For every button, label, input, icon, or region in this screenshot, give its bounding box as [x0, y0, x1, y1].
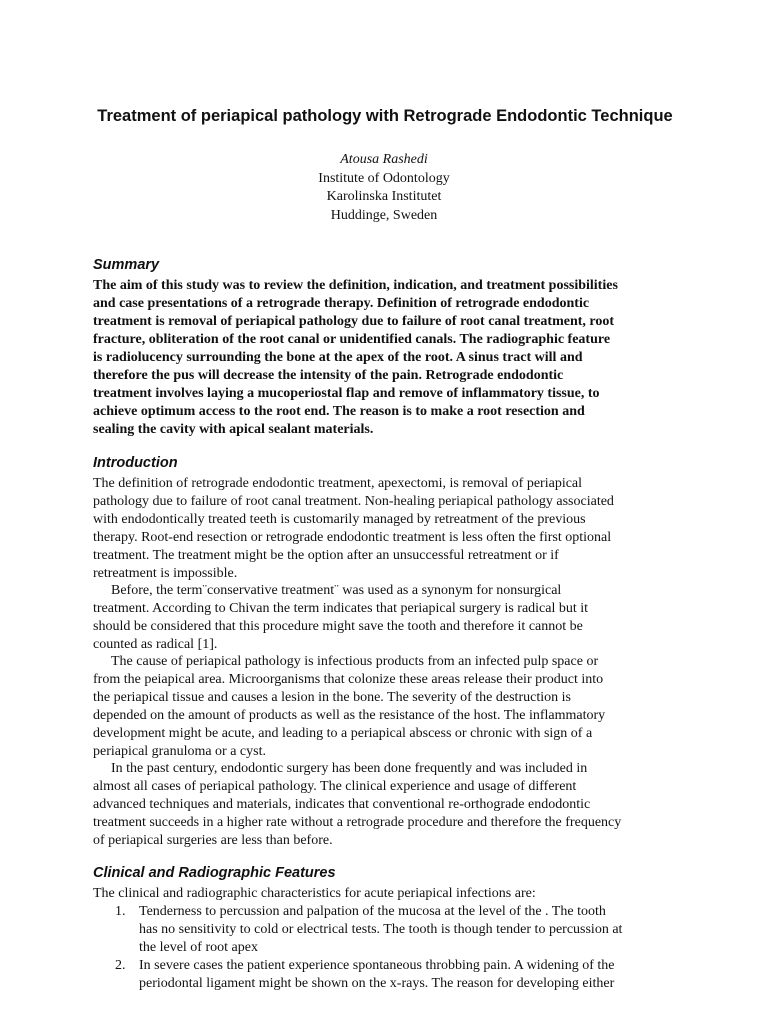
body-line: advanced techniques and materials, indicates that conventional re-orthograde endodontic: [93, 797, 591, 812]
body-line: Before, the term¨conservative treatment¨ was used as a synonym for nonsurgical: [111, 583, 562, 598]
list-item-line: Tenderness to percussion and palpation of the mucosa at the level of the . The tooth: [139, 904, 606, 919]
body-line: In the past century, endodontic surgery has been done frequently and was included in: [111, 761, 588, 776]
affiliation-line: Institute of Odontology: [318, 170, 450, 186]
summary-line: achieve optimum access to the root end. The reason is to make a root resection and: [93, 404, 585, 419]
body-line: periapical granuloma or a cyst.: [93, 744, 266, 759]
list-item-line: periodontal ligament might be shown on the x-rays. The reason for developing either: [139, 976, 615, 991]
list-item-number: 2.: [115, 958, 126, 973]
body-line: pathology due to failure of root canal treatment. Non-healing periapical pathology associated: [93, 494, 614, 509]
clinical-heading: Clinical and Radiographic Features: [93, 865, 336, 881]
author-name: Atousa Rashedi: [340, 152, 428, 167]
paper-title: Treatment of periapical pathology with Retrograde Endodontic Technique: [97, 107, 673, 125]
summary-line: therefore the pus will decrease the intensity of the pain. Retrograde endodontic: [93, 368, 564, 383]
author-block: [184, 151, 584, 225]
summary-line: fracture, obliteration of the root canal or unidentified canals. The radiographic feature: [93, 332, 611, 347]
summary-line: and case presentations of a retrograde therapy. Definition of retrograde endodontic: [93, 296, 590, 311]
list-item-line: In severe cases the patient experience spontaneous throbbing pain. A widening of the: [139, 958, 615, 973]
body-line: from the peiapical area. Microorganisms that colonize these areas release their product into: [93, 672, 604, 687]
body-line: depended on the amount of products as well as the resistance of the host. The inflammatory: [93, 708, 606, 723]
body-line: therapy. Root-end resection or retrograde endodontic treatment is less often the first optional: [93, 530, 612, 545]
summary-heading: Summary: [93, 257, 160, 273]
body-line: treatment. According to Chivan the term indicates that periapical surgery is radical but it: [93, 601, 589, 616]
summary-line: sealing the cavity with apical sealant materials.: [93, 422, 374, 437]
body-line: the periapical tissue and causes a lesion in the bone. The severity of the destruction is: [93, 690, 571, 705]
body-line: treatment succeeds in a higher rate without a retrograde procedure and therefore the frequency: [93, 815, 622, 830]
body-line: counted as radical [1].: [93, 637, 218, 652]
body-line: almost all cases of periapical pathology. The clinical experience and usage of different: [93, 779, 577, 794]
body-line: of periapical surgeries are less than before.: [93, 833, 333, 848]
summary-line: is radiolucency surrounding the bone at the apex of the root. A sinus tract will and: [93, 350, 583, 365]
clinical-intro: The clinical and radiographic characteristics for acute periapical infections are:: [93, 886, 536, 901]
summary-line: treatment is removal of periapical pathology due to failure of root canal treatment, root: [93, 314, 615, 329]
affiliation-line: Huddinge, Sweden: [330, 207, 438, 223]
body-line: should be considered that this procedure might save the tooth and therefore it cannot be: [93, 619, 583, 634]
body-line: retreatment is impossible.: [93, 566, 238, 581]
body-line: development might be acute, and leading to a periapical abscess or chronic with sign of a: [93, 726, 593, 741]
introduction-heading: Introduction: [93, 455, 178, 471]
body-line: with endodontically treated teeth is customarily managed by retreatment of the previous: [93, 512, 586, 527]
summary-line: treatment involves laying a mucoperiostal flap and remove of inflammatory tissue, to: [93, 386, 600, 401]
affiliation-line: Karolinska Institutet: [326, 189, 442, 204]
list-item-line: the level of root apex: [139, 940, 258, 955]
list-item-line: has no sensitivity to cold or electrical tests. The tooth is though tender to percussion at: [139, 922, 623, 937]
summary-line: The aim of this study was to review the definition, indication, and treatment possibilities: [93, 278, 618, 293]
body-line: treatment. The treatment might be the option after an unsuccessful retreatment or if: [93, 548, 559, 563]
body-line: The definition of retrograde endodontic treatment, apexectomi, is removal of periapical: [93, 476, 583, 491]
list-item-number: 1.: [115, 904, 126, 919]
body-line: The cause of periapical pathology is infectious products from an infected pulp space or: [111, 654, 599, 669]
